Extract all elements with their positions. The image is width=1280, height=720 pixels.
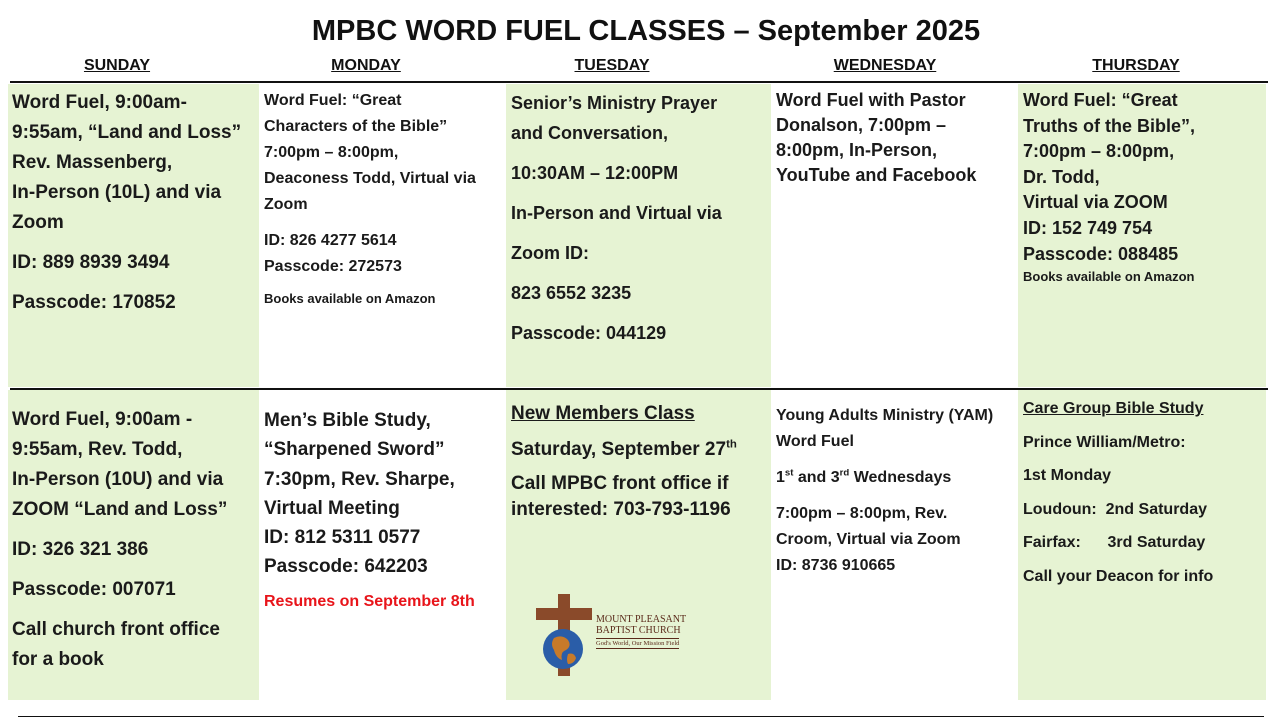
thursday-row2-heading: Care Group Bible Study bbox=[1023, 400, 1204, 417]
monday-row2-passcode: Passcode: 642203 bbox=[264, 556, 428, 578]
thursday-row1-passcode: Passcode: 088485 bbox=[1023, 243, 1179, 264]
tuesday-row1-meeting-id: 823 6552 3235 bbox=[511, 283, 632, 303]
wednesday-row1-cell bbox=[771, 84, 1018, 387]
monday-row2-line: Virtual Meeting bbox=[264, 497, 400, 519]
header-divider bbox=[10, 81, 1268, 83]
thursday-row1-cell bbox=[1018, 84, 1266, 387]
wednesday-row1-line: 8:00pm, In-Person, bbox=[776, 140, 938, 160]
sunday-row1-line: Word Fuel, 9:00am- bbox=[12, 92, 187, 113]
monday-row2-line: 7:30pm, Rev. Sharpe, bbox=[264, 468, 455, 490]
page-title: MPBC WORD FUEL CLASSES – September 2025 bbox=[311, 15, 981, 47]
wednesday-row1-line: YouTube and Facebook bbox=[776, 165, 977, 185]
header-thursday: THURSDAY bbox=[1092, 57, 1180, 74]
monday-row2-cell bbox=[259, 390, 506, 700]
tuesday-row2-heading: New Members Class bbox=[511, 403, 695, 424]
sunday-row2-line: ZOOM “Land and Loss” bbox=[12, 499, 228, 520]
monday-row2-resume-note: Resumes on September 8th bbox=[264, 592, 475, 610]
thursday-row1-meeting-id: ID: 152 749 754 bbox=[1023, 217, 1153, 238]
sunday-row2-line: Call church front office bbox=[12, 619, 220, 640]
monday-row1-passcode: Passcode: 272573 bbox=[264, 258, 402, 275]
sunday-row1-line: Rev. Massenberg, bbox=[12, 152, 173, 173]
monday-row2-line: Men’s Bible Study, bbox=[264, 410, 431, 431]
wednesday-row2-line: Croom, Virtual via Zoom bbox=[776, 531, 961, 548]
wednesday-row2-week1: 1 bbox=[776, 469, 785, 486]
monday-row1-line: Deaconess Todd, Virtual via bbox=[264, 170, 476, 187]
header-wednesday: WEDNESDAY bbox=[833, 57, 937, 74]
tuesday-row1-cell bbox=[506, 84, 771, 387]
tuesday-row2-date-suffix: th bbox=[726, 438, 737, 451]
tuesday-row2-date bbox=[511, 435, 767, 465]
logo-name bbox=[596, 614, 686, 636]
tuesday-row1-line: and Conversation, bbox=[511, 123, 669, 143]
thursday-row1-line: Word Fuel: “Great bbox=[1023, 90, 1178, 110]
tuesday-row1-line: Zoom ID: bbox=[511, 243, 589, 263]
thursday-row1-line: 7:00pm – 8:00pm, bbox=[1023, 141, 1175, 162]
tuesday-row2-date-text: Saturday, September 27 bbox=[511, 439, 727, 460]
monday-row2-line: “Sharpened Sword” bbox=[264, 439, 445, 461]
thursday-row2-line: Fairfax: 3rd Saturday bbox=[1023, 534, 1206, 551]
bottom-divider bbox=[18, 716, 1264, 717]
thursday-row1-books-note: Books available on Amazon bbox=[1023, 269, 1195, 285]
monday-row1-meeting-id: ID: 826 4277 5614 bbox=[264, 232, 397, 249]
monday-row1-line: Word Fuel: “Great bbox=[264, 92, 402, 109]
sunday-row2-line: 9:55am, Rev. Todd, bbox=[12, 439, 183, 460]
sunday-row1-line: In-Person (10L) and via bbox=[12, 182, 222, 203]
sunday-row2-line: for a book bbox=[12, 649, 104, 670]
sunday-row1-line: 9:55am, “Land and Loss” bbox=[12, 122, 242, 143]
monday-row2-meeting-id: ID: 812 5311 0577 bbox=[264, 527, 421, 549]
wednesday-row2-line: 7:00pm – 8:00pm, Rev. bbox=[776, 505, 948, 522]
monday-row1-line: Characters of the Bible” bbox=[264, 118, 448, 135]
thursday-row1-line: Truths of the Bible”, bbox=[1023, 115, 1196, 136]
tuesday-row1-line: In-Person and Virtual via bbox=[511, 203, 722, 223]
sunday-row2-line: Word Fuel, 9:00am - bbox=[12, 409, 193, 430]
sunday-row2-cell bbox=[8, 390, 259, 700]
tuesday-row2-line: interested: 703-793-1196 bbox=[511, 499, 731, 520]
wednesday-row1-line: Word Fuel with Pastor bbox=[776, 90, 966, 110]
thursday-row2-cell bbox=[1018, 390, 1266, 700]
wednesday-row2-week3: and 3 bbox=[793, 469, 840, 486]
sunday-row1-line: Zoom bbox=[12, 212, 64, 233]
header-tuesday: TUESDAY bbox=[574, 57, 650, 74]
tuesday-row2-line: Call MPBC front office if bbox=[511, 473, 729, 494]
wednesday-row2-week1-suffix: st bbox=[784, 467, 794, 479]
thursday-row1-line: Virtual via ZOOM bbox=[1023, 192, 1168, 213]
monday-row1-cell bbox=[259, 84, 506, 387]
wednesday-row2-weeks bbox=[776, 465, 1014, 491]
wednesday-row2-line: Young Adults Ministry (YAM) bbox=[776, 407, 994, 424]
sunday-row2-line: In-Person (10U) and via bbox=[12, 469, 224, 490]
logo-name-line2: BAPTIST CHURCH bbox=[596, 625, 681, 636]
church-logo bbox=[534, 594, 704, 678]
cross-globe-icon bbox=[534, 594, 594, 678]
sunday-row2-meeting-id: ID: 326 321 386 bbox=[12, 539, 149, 560]
tuesday-row1-time: 10:30AM – 12:00PM bbox=[511, 163, 679, 183]
thursday-row2-line: Loudoun: 2nd Saturday bbox=[1023, 500, 1207, 518]
monday-row1-line: 7:00pm – 8:00pm, bbox=[264, 144, 399, 161]
thursday-row1-line: Dr. Todd, bbox=[1023, 166, 1100, 187]
wednesday-row1-line: Donalson, 7:00pm – bbox=[776, 115, 947, 135]
logo-tagline: God's World, Our Mission Field bbox=[596, 640, 680, 647]
thursday-row2-line: Prince William/Metro: bbox=[1023, 433, 1186, 451]
monday-row1-books-note: Books available on Amazon bbox=[264, 291, 436, 306]
wednesday-row2-line: Word Fuel bbox=[776, 433, 854, 450]
sunday-row1-cell bbox=[8, 84, 259, 387]
sunday-row1-meeting-id: ID: 889 8939 3494 bbox=[12, 252, 170, 273]
header-sunday: SUNDAY bbox=[83, 57, 151, 74]
header-monday: MONDAY bbox=[331, 57, 401, 74]
thursday-row2-line: Call your Deacon for info bbox=[1023, 567, 1214, 585]
wednesday-row2-week3-suffix: rd bbox=[839, 467, 850, 479]
wednesday-row2-meeting-id: ID: 8736 910665 bbox=[776, 557, 896, 574]
tuesday-row1-passcode: Passcode: 044129 bbox=[511, 323, 667, 343]
sunday-row1-passcode: Passcode: 170852 bbox=[12, 292, 176, 313]
logo-name-line1: MOUNT PLEASANT bbox=[596, 614, 687, 625]
tuesday-row1-line: Senior’s Ministry Prayer bbox=[511, 93, 718, 113]
monday-row1-line: Zoom bbox=[264, 196, 308, 213]
thursday-row2-line: 1st Monday bbox=[1023, 467, 1112, 484]
wednesday-row2-cell bbox=[771, 390, 1018, 700]
sunday-row2-passcode: Passcode: 007071 bbox=[12, 579, 176, 600]
wednesday-row2-weeks-label: Wednesdays bbox=[849, 469, 952, 486]
